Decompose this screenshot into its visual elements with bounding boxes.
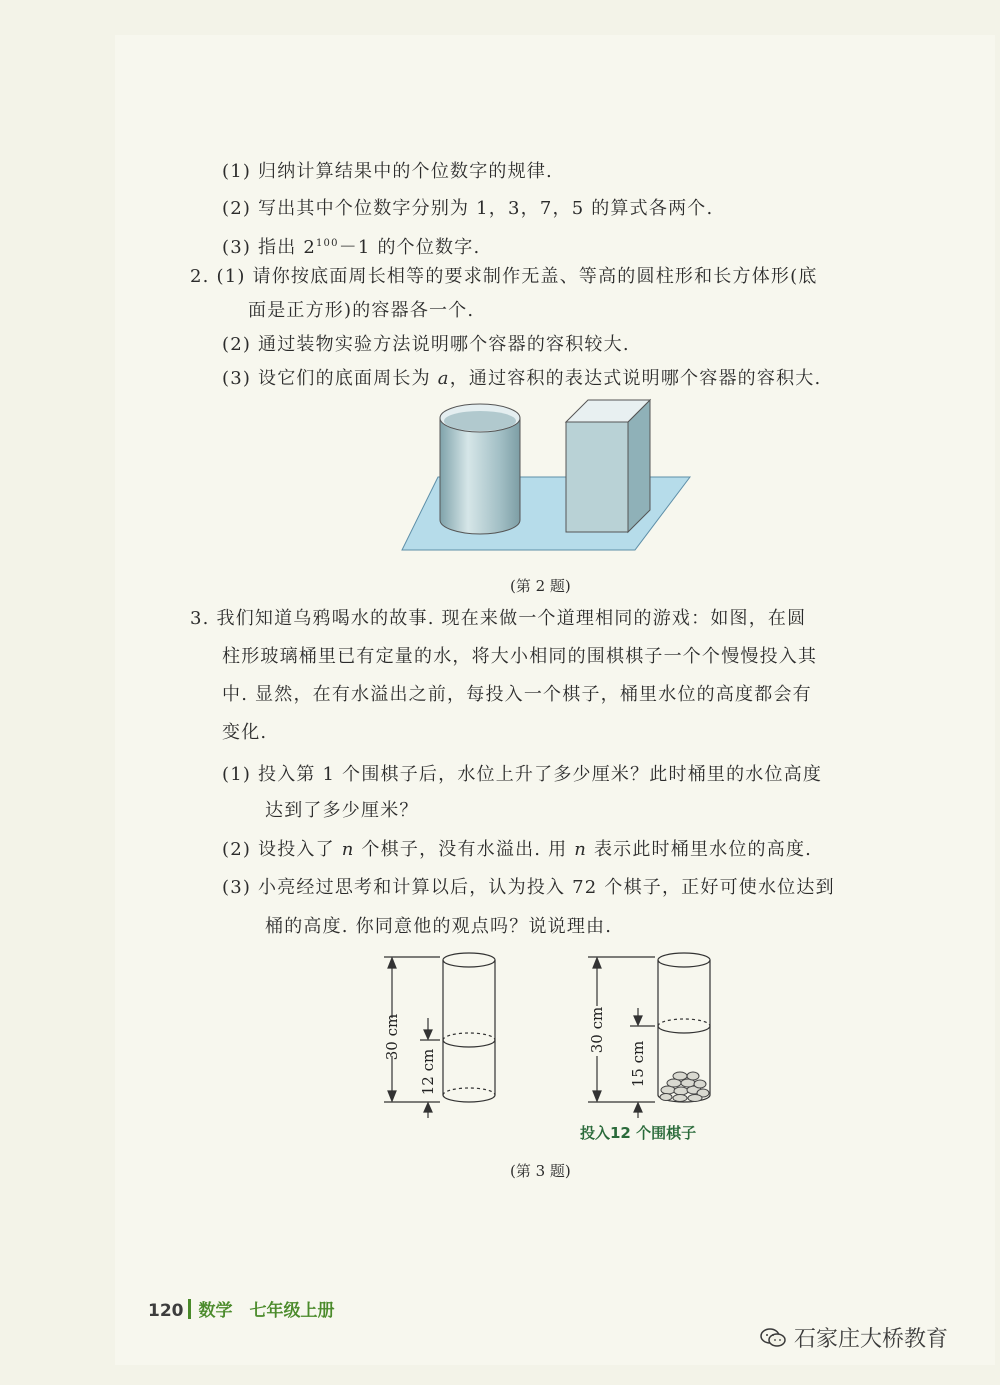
q1-part3: (3) 指出 $2^{100}-1$ 的个位数字.	[222, 237, 481, 258]
q2-line4: (3) 设它们的底面周长为 a，通过容积的表达式说明哪个容器的容积大.	[222, 368, 822, 389]
q1-part1: (1) 归纳计算结果中的个位数字的规律.	[222, 161, 553, 182]
go-stones	[660, 1072, 709, 1102]
page-number: 120	[148, 1301, 184, 1321]
footer-divider	[188, 1299, 191, 1319]
stones-label: 投入12 个围棋子	[580, 1124, 697, 1142]
q3-part3b: 桶的高度. 你同意他的观点吗？说说理由.	[265, 916, 613, 937]
q2-line1: 2. (1) 请你按底面周长相等的要求制作无盖、等高的圆柱形和长方体形(底	[190, 266, 818, 287]
q2-line2: 面是正方形)的容器各一个.	[248, 300, 475, 321]
wechat-icon	[760, 1328, 786, 1348]
q3-part1a: (1) 投入第 1 个围棋子后，水位上升了多少厘米？此时桶里的水位高度	[222, 764, 823, 785]
q3-line3: 中. 显然，在有水溢出之前，每投入一个棋子，桶里水位的高度都会有	[222, 684, 812, 705]
book-title: 数学 七年级上册	[198, 1301, 335, 1321]
q3-part2: (2) 设投入了 n 个棋子，没有水溢出. 用 n 表示此时桶里水位的高度.	[222, 839, 813, 860]
q1-part2: (2) 写出其中个位数字分别为 1，3，7，5 的算式各两个.	[222, 198, 714, 219]
figure-2-caption: (第 2 题)	[510, 577, 571, 595]
q3-part1b: 达到了多少厘米？	[265, 800, 419, 821]
label-15cm: 15 cm	[629, 1040, 647, 1088]
q2-line3: (2) 通过装物实验方法说明哪个容器的容积较大.	[222, 334, 630, 355]
figure-3-caption: (第 3 题)	[510, 1162, 571, 1180]
q3-line2: 柱形玻璃桶里已有定量的水，将大小相同的围棋棋子一个个慢慢投入其	[222, 646, 818, 667]
label-30cm-right: 30 cm	[588, 1006, 606, 1054]
q3-line4: 变化.	[222, 722, 268, 743]
watermark: 石家庄大桥教育	[760, 1322, 948, 1353]
label-30cm-left: 30 cm	[383, 1013, 401, 1061]
label-12cm: 12 cm	[419, 1048, 437, 1096]
q3-line1: 3. 我们知道乌鸦喝水的故事. 现在来做一个道理相同的游戏：如图，在圆	[190, 608, 807, 629]
page-footer	[148, 1296, 335, 1321]
q3-part3a: (3) 小亮经过思考和计算以后，认为投入 72 个棋子，正好可使水位达到	[222, 877, 835, 898]
